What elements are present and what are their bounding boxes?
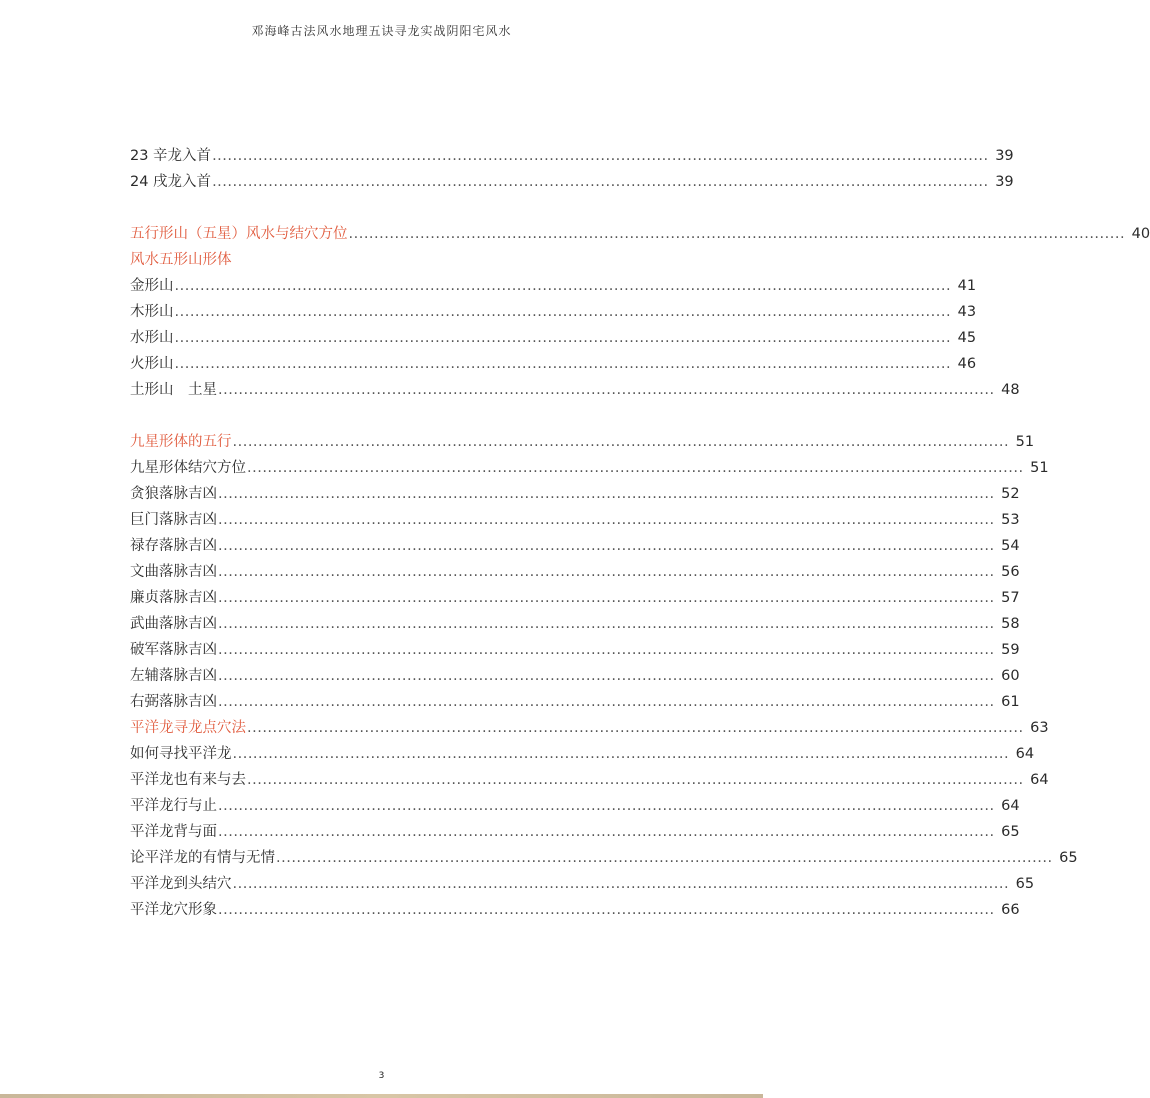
page-header-title: 邓海峰古法风水地理五诀寻龙实战阴阳宅风水 (251, 24, 512, 38)
dot-leader: ........................................................................................................................................................ (218, 486, 995, 502)
dot-leader: ........................................................................................................................................................ (218, 382, 995, 398)
dot-leader: ........................................................................................................................................................ (174, 304, 952, 320)
toc-entry-page: 45 (957, 330, 977, 346)
dot-leader: ........................................................................................................................................................ (348, 226, 1126, 242)
toc-entry-page: 51 (1030, 460, 1049, 476)
dot-leader: ........................................................................................................................................................ (247, 772, 1024, 788)
dot-leader: ........................................................................................................................................................ (174, 356, 952, 372)
dot-leader: ........................................................................................................................................................ (232, 434, 1010, 450)
toc-entry-label: 金形山 (130, 278, 174, 294)
toc-entry-label: 巨门落脉吉凶 (130, 512, 217, 528)
toc-entry-label: 木形山 (130, 304, 174, 320)
dot-leader: ........................................................................................................................................................ (212, 148, 989, 164)
toc-entry-page: 52 (1001, 486, 1020, 502)
toc-entry-page: 48 (1001, 382, 1020, 398)
dot-leader: ........................................................................................................................................................ (276, 850, 1053, 866)
dot-leader: ........................................................................................................................................................ (218, 512, 995, 528)
toc-entry[interactable] (130, 846, 1078, 872)
toc-entry-page: 43 (957, 304, 977, 320)
page-number: 3 (378, 1071, 385, 1081)
toc-entry-page: 64 (1001, 798, 1020, 814)
toc-section-label: 九星形体的五行 (130, 434, 232, 450)
toc-entry-page: 60 (1001, 668, 1020, 684)
toc-entry[interactable] (130, 534, 1020, 560)
dot-leader: ........................................................................................................................................................ (218, 538, 995, 554)
toc-entry-label: 文曲落脉吉凶 (130, 564, 217, 580)
toc-section-heading[interactable] (130, 716, 1049, 742)
toc-entry-page: 61 (1001, 694, 1020, 710)
toc-entry[interactable] (130, 820, 1020, 846)
toc-entry-page: 53 (1001, 512, 1020, 528)
toc-entry-label: 土形山 土星 (130, 382, 217, 398)
toc-entry-label: 水形山 (130, 330, 174, 346)
toc-entry-label: 禄存落脉吉凶 (130, 538, 217, 554)
toc-entry-label: 24 戌龙入首 (130, 174, 212, 190)
toc-section-page: 51 (1015, 434, 1035, 450)
dot-leader: ........................................................................................................................................................ (218, 694, 995, 710)
toc-entry-page: 54 (1001, 538, 1020, 554)
toc-entry[interactable] (130, 690, 1020, 716)
toc-entry[interactable] (130, 560, 1020, 586)
toc-entry-label: 如何寻找平洋龙 (130, 746, 232, 762)
toc-section-heading[interactable] (130, 430, 1035, 456)
toc-entry[interactable] (130, 326, 977, 352)
toc-entry[interactable] (130, 456, 1049, 482)
toc-entry-label: 右弼落脉吉凶 (130, 694, 217, 710)
toc-entry[interactable] (130, 794, 1020, 820)
toc-subsection-label: 风水五形山形体 (130, 252, 232, 268)
toc-entry-page: 66 (1001, 902, 1020, 918)
toc-entry-page: 57 (1001, 590, 1020, 606)
dot-leader: ........................................................................................................................................................ (232, 746, 1010, 762)
toc-subsection-heading[interactable] (130, 248, 614, 274)
toc-entry-label: 武曲落脉吉凶 (130, 616, 217, 632)
toc-entry-page: 65 (1059, 850, 1078, 866)
toc-entry-label: 左辅落脉吉凶 (130, 668, 217, 684)
toc-entry[interactable] (130, 378, 1020, 404)
toc-entry-page: 41 (957, 278, 977, 294)
toc-section-page: 40 (1131, 226, 1150, 242)
dot-leader: ........................................................................................................................................................ (212, 174, 989, 190)
dot-leader: ........................................................................................................................................................ (247, 720, 1024, 736)
dot-leader: ........................................................................................................................................................ (218, 616, 995, 632)
toc-entry-label: 论平洋龙的有情与无情 (130, 850, 275, 866)
toc-entry[interactable] (130, 482, 1020, 508)
toc-entry[interactable] (130, 274, 977, 300)
toc-entry-label: 贪狼落脉吉凶 (130, 486, 217, 502)
dot-leader: ........................................................................................................................................................ (232, 876, 1010, 892)
toc-entry-label: 破军落脉吉凶 (130, 642, 217, 658)
dot-leader: ........................................................................................................................................................ (218, 642, 995, 658)
toc-entry[interactable] (130, 898, 1020, 924)
toc-section-page: 63 (1030, 720, 1049, 736)
toc-entry-page: 39 (995, 148, 1014, 164)
toc-entry[interactable] (130, 664, 1020, 690)
toc-entry-label: 火形山 (130, 356, 174, 372)
toc-entry[interactable] (130, 768, 1049, 794)
toc-entry-page: 58 (1001, 616, 1020, 632)
toc-section-label: 五行形山（五星）风水与结穴方位 (130, 226, 348, 242)
bottom-edge-bar (0, 1094, 763, 1098)
toc-entry-label: 23 辛龙入首 (130, 148, 212, 164)
toc-entry-page: 64 (1030, 772, 1049, 788)
toc-entry[interactable] (130, 638, 1020, 664)
toc-section-heading[interactable] (130, 222, 1150, 248)
dot-leader: ........................................................................................................................................................ (218, 902, 995, 918)
dot-leader: ........................................................................................................................................................ (218, 668, 995, 684)
toc-entry-page: 59 (1001, 642, 1020, 658)
toc-entry-label: 平洋龙到头结穴 (130, 876, 232, 892)
dot-leader: ........................................................................................................................................................ (174, 330, 952, 346)
toc-entry[interactable] (130, 508, 1020, 534)
dot-leader: ........................................................................................................................................................ (218, 564, 995, 580)
toc-entry[interactable] (130, 586, 1020, 612)
toc-entry-label: 平洋龙穴形象 (130, 902, 217, 918)
dot-leader: ........................................................................................................................................................ (174, 278, 952, 294)
toc-entry-label: 廉贞落脉吉凶 (130, 590, 217, 606)
toc-entry-page: 65 (1015, 876, 1035, 892)
toc-entry[interactable] (130, 612, 1020, 638)
dot-leader: ........................................................................................................................................................ (218, 824, 995, 840)
toc-entry-label: 九星形体结穴方位 (130, 460, 246, 476)
dot-leader: ........................................................................................................................................................ (247, 460, 1024, 476)
toc-entry[interactable] (130, 170, 1014, 196)
dot-leader: ........................................................................................................................................................ (218, 590, 995, 606)
toc-entry-page: 46 (957, 356, 977, 372)
toc-entry[interactable] (130, 742, 1035, 768)
dot-leader: ........................................................................................................................................................ (218, 798, 995, 814)
toc-entry-page: 64 (1015, 746, 1035, 762)
toc-entry[interactable] (130, 352, 977, 378)
toc-section-label: 平洋龙寻龙点穴法 (130, 720, 246, 736)
toc-entry-label: 平洋龙也有来与去 (130, 772, 246, 788)
toc-entry[interactable] (130, 872, 1035, 898)
toc-entry-label: 平洋龙背与面 (130, 824, 217, 840)
toc-entry-page: 56 (1001, 564, 1020, 580)
toc-entry-page: 39 (995, 174, 1014, 190)
toc-entry[interactable] (130, 144, 1014, 170)
table-of-contents (130, 144, 1150, 924)
toc-entry-page: 65 (1001, 824, 1020, 840)
toc-entry-label: 平洋龙行与止 (130, 798, 217, 814)
toc-entry[interactable] (130, 300, 977, 326)
